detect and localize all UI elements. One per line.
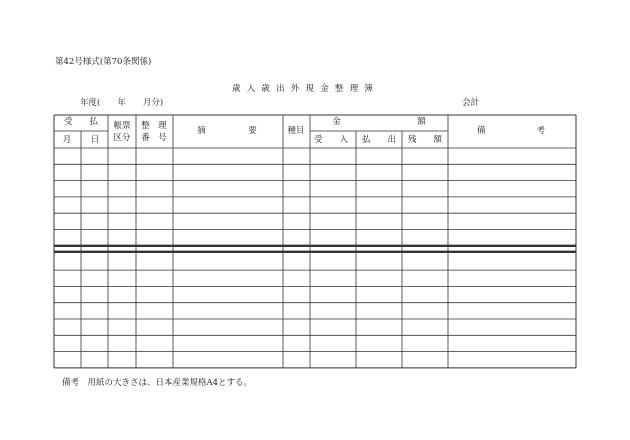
account-label: 会計	[462, 98, 480, 108]
header-received: 受 入	[313, 135, 349, 145]
header-balance: 残 額	[407, 135, 443, 145]
header-voucher-type-1: 帳票	[113, 121, 131, 131]
header-summary: 摘 要	[197, 126, 257, 136]
document-title: 歳入歳出外現金整理簿	[232, 84, 380, 94]
header-day: 日	[90, 135, 100, 145]
header-receipt-payment: 受 払	[63, 117, 99, 127]
header-voucher-type-2: 区分	[113, 133, 131, 143]
form-number: 第42号様式(第70条関係)	[55, 57, 152, 67]
header-ref-number-1: 整 理	[141, 121, 167, 131]
footer-note: 備考 用紙の大きさは、日本産業規格A4とする。	[62, 377, 253, 388]
header-paid: 払 出	[361, 135, 397, 145]
header-remarks: 備 考	[476, 126, 546, 136]
header-month: 月	[62, 135, 72, 145]
header-item-type: 種目	[287, 126, 305, 136]
header-amount: 金 額	[332, 117, 426, 127]
header-ref-number-2: 番 号	[141, 133, 167, 143]
fiscal-year-line: 年度( 年 月分)	[80, 98, 164, 108]
